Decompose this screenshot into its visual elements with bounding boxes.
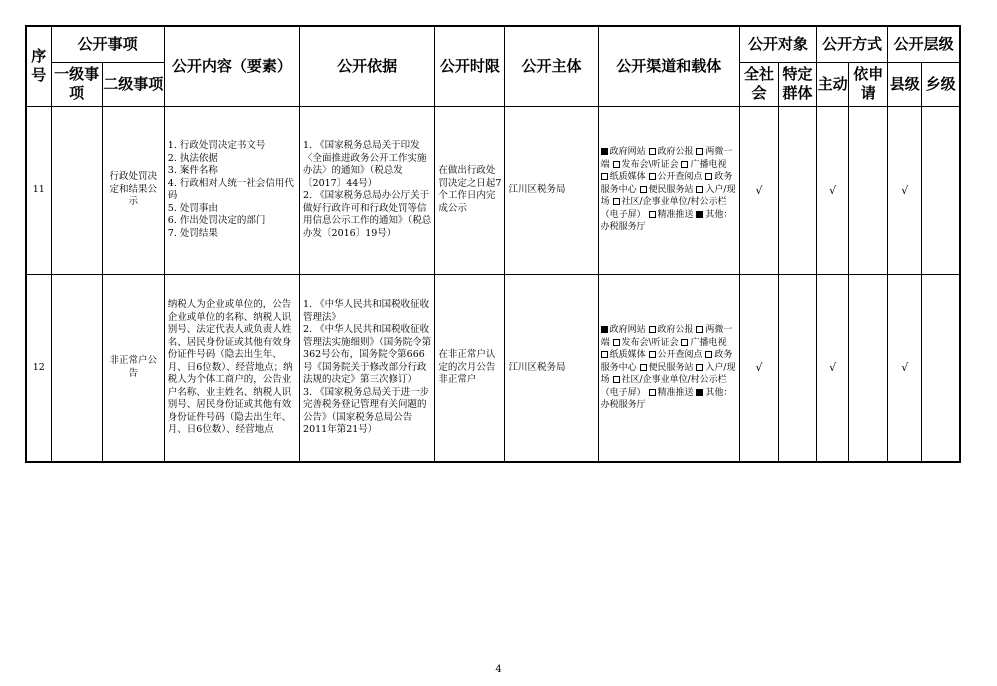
channel-option <box>640 185 694 195</box>
header-level-county: 县级 <box>888 62 922 106</box>
row-subject: 江川区税务局 <box>505 106 598 274</box>
channel-label: 政府公报 <box>657 325 694 335</box>
content-item: 4. 行政相对人统一社会信用代码 <box>167 177 294 201</box>
channel-label: 政务服务中心 <box>600 350 733 373</box>
row-content <box>164 106 299 274</box>
unchecked-box-icon <box>705 351 712 358</box>
header-subject: 公开主体 <box>505 26 598 106</box>
channel-option <box>649 325 694 335</box>
unchecked-box-icon <box>649 211 656 218</box>
row-level-township <box>922 106 960 274</box>
content-item: 7. 处罚结果 <box>167 227 218 239</box>
channel-option <box>649 210 694 220</box>
row-level2: 非正常户公告 <box>102 274 164 462</box>
content-item: 3. 案件名称 <box>167 165 218 176</box>
disclosure-table <box>25 25 961 463</box>
unchecked-box-icon <box>649 389 656 396</box>
row-channels <box>598 274 739 462</box>
header-target: 公开对象 <box>739 26 816 62</box>
channel-label: 精准推送 <box>657 209 694 220</box>
channel-label: 政府网站 <box>609 147 646 158</box>
header-method: 公开方式 <box>817 26 888 62</box>
row-channels <box>598 106 739 274</box>
channel-option <box>601 147 646 157</box>
header-level-township: 乡级 <box>922 62 960 106</box>
channel-label: 社区/企事业单位/村公示栏（电子屏） <box>600 375 727 398</box>
unchecked-box-icon <box>705 173 712 180</box>
channel-label: 广播电视 <box>690 337 727 348</box>
channel-label: 两微一端 <box>600 147 733 170</box>
checked-box-icon <box>601 326 608 333</box>
header-time-limit: 公开时限 <box>435 26 505 106</box>
unchecked-box-icon <box>696 326 703 333</box>
content-item: 6. 作出处罚决定的部门 <box>167 215 266 226</box>
row-level2: 行政处罚决定和结果公示 <box>102 106 164 274</box>
channel-label: 两微一端 <box>600 325 733 348</box>
header-level: 公开层级 <box>888 26 960 62</box>
header-target-specific: 特定群体 <box>779 62 817 106</box>
row-time-limit: 在非正常户认定的次月公告非正常户 <box>435 274 505 462</box>
channel-label: 纸质媒体 <box>609 172 646 183</box>
table-row <box>26 106 960 274</box>
content-item: 5. 处罚事由 <box>167 202 218 214</box>
header-matters: 公开事项 <box>51 26 164 62</box>
channel-label: 政府公报 <box>657 147 694 158</box>
row-seq: 11 <box>26 106 51 274</box>
channel-label: 发布会\听证会 <box>621 159 679 170</box>
unchecked-box-icon <box>613 198 620 205</box>
unchecked-box-icon <box>649 148 656 155</box>
row-target-specific <box>779 106 817 274</box>
row-time-limit: 在做出行政处罚决定之日起7个工作日内完成公示 <box>435 106 505 274</box>
row-subject: 江川区税务局 <box>505 274 598 462</box>
row-method-active: √ <box>817 106 849 274</box>
row-level-township <box>922 274 960 462</box>
header-target-all: 全社会 <box>739 62 778 106</box>
unchecked-box-icon <box>640 364 647 371</box>
unchecked-box-icon <box>649 173 656 180</box>
channel-option <box>601 172 646 182</box>
channel-option <box>649 388 694 398</box>
content-item: 1. 行政处罚决定书文号 <box>167 140 266 151</box>
channel-option <box>649 147 694 157</box>
channel-label: 精准推送 <box>657 387 694 398</box>
channel-label: 政务服务中心 <box>600 172 733 195</box>
unchecked-box-icon <box>681 161 688 168</box>
channel-option <box>601 350 646 360</box>
checked-box-icon <box>696 389 703 396</box>
header-content: 公开内容（要素） <box>164 26 299 106</box>
channel-option <box>649 172 703 182</box>
row-method-request <box>849 274 888 462</box>
unchecked-box-icon <box>601 173 608 180</box>
channel-option <box>613 338 679 348</box>
unchecked-box-icon <box>613 376 620 383</box>
row-method-request <box>849 106 888 274</box>
unchecked-box-icon <box>601 351 608 358</box>
channel-label: 其他：办税服务厅 <box>600 387 733 410</box>
header-level2: 二级事项 <box>102 62 164 106</box>
header-method-request: 依申请 <box>849 62 888 106</box>
row-basis: 1. 《中华人民共和国税收征收管理法》 2. 《中华人民共和国税收征收管理法实施细则》（国务院令第362号公布，国务院令第666号《国务院关于修改部分行政法规的决定》第三次修订） 3. 《国家税务总局关于进一步完善税务登记管理有关问题的公告》（国家税务总局公告 2011年第21号） <box>300 274 435 462</box>
channel-label: 社区/企事业单位/村公示栏（电子屏） <box>600 197 727 220</box>
header-seq: 序号 <box>26 26 51 106</box>
channel-option <box>681 338 726 348</box>
header-channels: 公开渠道和载体 <box>598 26 739 106</box>
row-seq: 12 <box>26 274 51 462</box>
channel-label: 公开查阅点 <box>657 350 703 360</box>
header-level1: 一级事项 <box>51 62 102 106</box>
row-level-county: √ <box>888 106 922 274</box>
channel-label: 入户/现场 <box>600 184 736 208</box>
unchecked-box-icon <box>696 148 703 155</box>
header-method-active: 主动 <box>817 62 849 106</box>
channel-label: 入户/现场 <box>600 362 736 385</box>
unchecked-box-icon <box>696 364 703 371</box>
disclosure-table-page <box>25 25 961 463</box>
channel-option <box>613 160 679 170</box>
channel-option <box>649 350 703 360</box>
unchecked-box-icon <box>640 186 647 193</box>
channel-label: 便民服务站 <box>648 184 694 195</box>
unchecked-box-icon <box>649 326 656 333</box>
channel-label: 便民服务站 <box>648 362 694 373</box>
row-level1 <box>51 274 102 462</box>
channel-label: 其他：办税服务厅 <box>600 209 733 233</box>
channel-label: 发布会\听证会 <box>621 337 679 348</box>
channel-label: 广播电视 <box>690 159 727 170</box>
channel-label: 纸质媒体 <box>609 350 646 360</box>
channel-option <box>601 325 646 335</box>
channel-option <box>640 363 694 373</box>
channel-label: 政府网站 <box>609 325 646 335</box>
row-content: 纳税人为企业或单位的，公告企业或单位的名称、纳税人识别号、法定代表人或负责人姓名、居民身份证或其他有效身份证件号码（隐去出生年、月、日6位数）、经营地点；纳税人为个体工商户的，公告业户名称、业主姓名、纳税人识别号、居民身份证或其他有效身份证件号码（隐去出生年、月、日6位数）、经营地点 <box>164 274 299 462</box>
checked-box-icon <box>601 148 608 155</box>
unchecked-box-icon <box>696 186 703 193</box>
table-row <box>26 274 960 462</box>
row-target-all: √ <box>739 274 778 462</box>
unchecked-box-icon <box>649 351 656 358</box>
row-basis: 1. 《国家税务总局关于印发〈全面推进政务公开工作实施办法〉的通知》（税总发〔2017〕44号） 2. 《国家税务总局办公厅关于做好行政许可和行政处罚等信用信息公示工作的通知》（税总办发〔2016〕19号） <box>300 106 435 274</box>
checked-box-icon <box>696 211 703 218</box>
row-level-county: √ <box>888 274 922 462</box>
row-method-active: √ <box>817 274 849 462</box>
channel-label: 公开查阅点 <box>657 172 703 183</box>
row-level1 <box>51 106 102 274</box>
unchecked-box-icon <box>613 161 620 168</box>
unchecked-box-icon <box>613 339 620 346</box>
content-item: 2. 执法依据 <box>167 152 218 164</box>
row-target-specific <box>779 274 817 462</box>
unchecked-box-icon <box>681 339 688 346</box>
row-target-all: √ <box>739 106 778 274</box>
channel-option <box>681 160 726 170</box>
header-basis: 公开依据 <box>300 26 435 106</box>
page-number: 4 <box>495 664 502 675</box>
